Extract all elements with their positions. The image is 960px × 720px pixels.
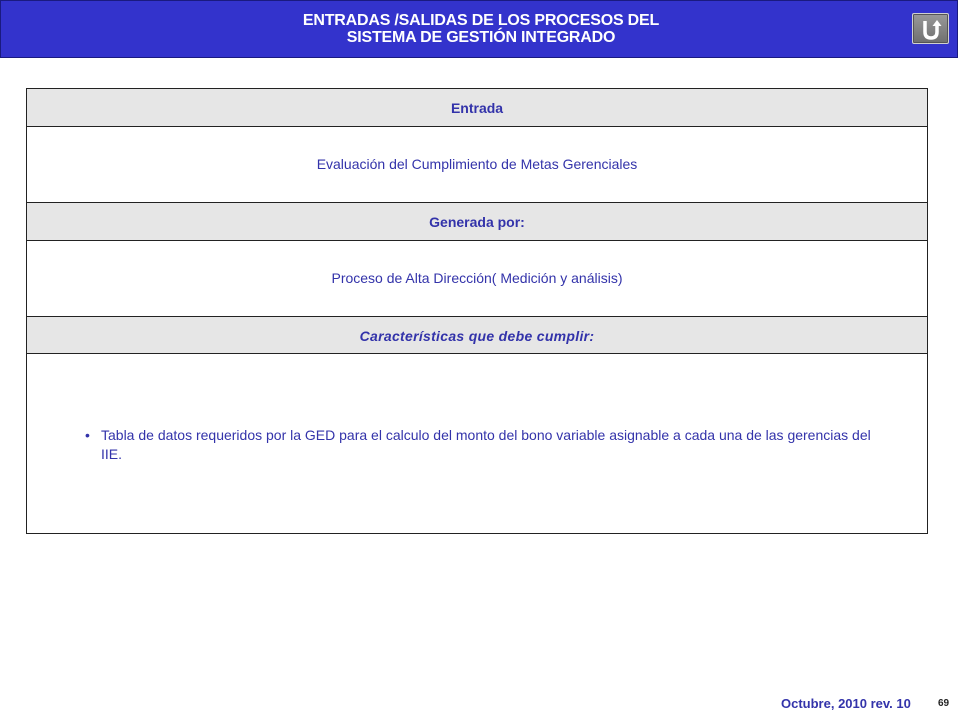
caracteristicas-header-row [27,317,927,354]
page-title [181,12,781,46]
page-header [0,0,958,58]
caracteristica-item-text: Tabla de datos requeridos por la GED para el calculo del monto del bono variable asignable a cada una de las gerencias del IIE. [101,427,871,462]
page-title-line1: ENTRADAS /SALIDAS DE LOS PROCESOS DEL [302,12,660,29]
entrada-value-row [27,127,927,203]
generada-label: Generada por: [429,214,525,230]
page-title-line2: SISTEMA DE GESTIÓN INTEGRADO [346,29,616,46]
bullet-icon: • [85,427,90,443]
entrada-value: Evaluación del Cumplimiento de Metas Gerenciales [316,156,638,172]
u-turn-back-icon [919,17,943,41]
back-button[interactable] [912,13,949,44]
generada-value-row [27,241,927,317]
revision-date: Octubre, 2010 rev. 10 [781,696,911,711]
generada-value: Proceso de Alta Dirección( Medición y análisis) [331,270,623,286]
generada-header-row [27,203,927,241]
caracteristicas-label: Características que debe cumplir: [359,328,595,344]
entrada-label: Entrada [450,100,504,116]
page-number: 69 [938,698,950,709]
entrada-header-row [27,89,927,127]
list-item [85,426,895,464]
process-table [26,88,928,534]
